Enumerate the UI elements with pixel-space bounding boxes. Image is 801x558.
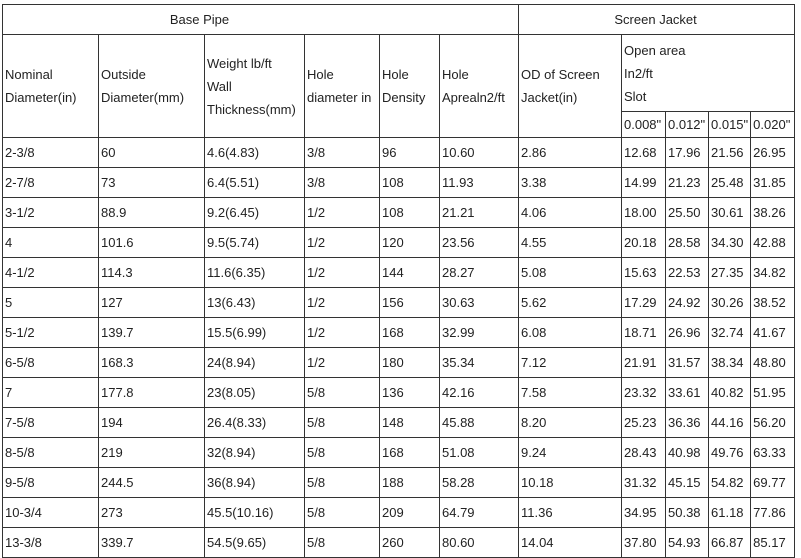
table-row [3,438,795,468]
hole-area-cell: 30.63 [440,288,519,318]
open-area-0015-cell: 21.56 [709,138,751,168]
od-screen-jacket-cell: 5.08 [519,258,622,288]
open-area-0020-cell: 26.95 [751,138,795,168]
od-screen-jacket-cell: 6.08 [519,318,622,348]
hole-area-cell: 10.60 [440,138,519,168]
table-row [3,408,795,438]
open-area-0012-cell: 28.58 [666,228,709,258]
nominal-diameter-cell: 7 [3,378,99,408]
table-row [3,498,795,528]
outside-diameter-cell: 339.7 [99,528,205,558]
outside-diameter-cell: 244.5 [99,468,205,498]
od-screen-jacket-cell: 2.86 [519,138,622,168]
hole-diameter-cell: 5/8 [305,528,380,558]
outside-diameter-cell: 168.3 [99,348,205,378]
nominal-diameter-cell: 4 [3,228,99,258]
hole-density-cell: 188 [380,468,440,498]
hole-area-cell: 11.93 [440,168,519,198]
od-screen-jacket-cell: 5.62 [519,288,622,318]
table-row [3,138,795,168]
hole-area-cell: 23.56 [440,228,519,258]
open-area-0020-cell: 38.52 [751,288,795,318]
hole-density-cell: 209 [380,498,440,528]
open-area-0015-cell: 27.35 [709,258,751,288]
open-area-0012-cell: 17.96 [666,138,709,168]
hole-area-cell: 32.99 [440,318,519,348]
outside-diameter-cell: 60 [99,138,205,168]
hole-diameter-cell: 5/8 [305,408,380,438]
od-screen-jacket-cell: 7.12 [519,348,622,378]
nominal-diameter-cell: 5-1/2 [3,318,99,348]
outside-diameter-cell: 127 [99,288,205,318]
open-area-0020-cell: 31.85 [751,168,795,198]
open-area-0012-cell: 24.92 [666,288,709,318]
hole-density-cell: 136 [380,378,440,408]
od-screen-jacket-cell: 8.20 [519,408,622,438]
hole-area-cell: 28.27 [440,258,519,288]
open-area-0015-cell: 34.30 [709,228,751,258]
col-weight-wall: Weight lb/ft Wall Thickness(mm) [205,35,305,138]
weight-wall-cell: 24(8.94) [205,348,305,378]
hole-density-cell: 108 [380,198,440,228]
hole-density-cell: 144 [380,258,440,288]
screen-jacket-header: Screen Jacket [519,5,795,35]
table-row [3,198,795,228]
col-nominal-diameter: Nominal Diameter(in) [3,35,99,138]
open-area-0015-cell: 30.61 [709,198,751,228]
slot-header: 0.015" [709,112,751,138]
open-area-0015-cell: 54.82 [709,468,751,498]
open-area-0020-cell: 34.82 [751,258,795,288]
spec-table [2,4,795,558]
slot-header: 0.008" [622,112,666,138]
col-open-area: Open area In2/ft Slot [622,35,795,112]
hole-density-cell: 148 [380,408,440,438]
outside-diameter-cell: 101.6 [99,228,205,258]
open-area-0008-cell: 28.43 [622,438,666,468]
table-row [3,378,795,408]
weight-wall-cell: 23(8.05) [205,378,305,408]
outside-diameter-cell: 194 [99,408,205,438]
open-area-0008-cell: 17.29 [622,288,666,318]
od-screen-jacket-cell: 3.38 [519,168,622,198]
nominal-diameter-cell: 5 [3,288,99,318]
open-area-0008-cell: 20.18 [622,228,666,258]
hole-diameter-cell: 5/8 [305,378,380,408]
open-area-0015-cell: 44.16 [709,408,751,438]
open-area-0020-cell: 56.20 [751,408,795,438]
hole-diameter-cell: 1/2 [305,258,380,288]
table-row [3,318,795,348]
open-area-0015-cell: 32.74 [709,318,751,348]
open-area-0020-cell: 85.17 [751,528,795,558]
hole-area-cell: 58.28 [440,468,519,498]
open-area-0012-cell: 54.93 [666,528,709,558]
outside-diameter-cell: 114.3 [99,258,205,288]
col-hole-area: Hole Aprealn2/ft [440,35,519,138]
hole-diameter-cell: 5/8 [305,468,380,498]
hole-diameter-cell: 1/2 [305,228,380,258]
nominal-diameter-cell: 6-5/8 [3,348,99,378]
nominal-diameter-cell: 4-1/2 [3,258,99,288]
open-area-0020-cell: 41.67 [751,318,795,348]
open-area-0012-cell: 31.57 [666,348,709,378]
weight-wall-cell: 32(8.94) [205,438,305,468]
weight-wall-cell: 36(8.94) [205,468,305,498]
od-screen-jacket-cell: 11.36 [519,498,622,528]
open-area-0020-cell: 63.33 [751,438,795,468]
open-area-0015-cell: 66.87 [709,528,751,558]
nominal-diameter-cell: 2-7/8 [3,168,99,198]
col-od-screen-jacket: OD of Screen Jacket(in) [519,35,622,138]
open-area-0012-cell: 21.23 [666,168,709,198]
hole-diameter-cell: 1/2 [305,288,380,318]
hole-density-cell: 108 [380,168,440,198]
table-row [3,168,795,198]
hole-diameter-cell: 3/8 [305,168,380,198]
open-area-0012-cell: 36.36 [666,408,709,438]
open-area-0012-cell: 25.50 [666,198,709,228]
hole-diameter-cell: 5/8 [305,498,380,528]
outside-diameter-cell: 73 [99,168,205,198]
open-area-0020-cell: 38.26 [751,198,795,228]
slot-header: 0.012" [666,112,709,138]
nominal-diameter-cell: 9-5/8 [3,468,99,498]
open-area-0020-cell: 42.88 [751,228,795,258]
col-hole-density: Hole Density [380,35,440,138]
hole-density-cell: 156 [380,288,440,318]
table-row [3,258,795,288]
base-pipe-header: Base Pipe [3,5,519,35]
table-row [3,528,795,558]
hole-area-cell: 51.08 [440,438,519,468]
weight-wall-cell: 6.4(5.51) [205,168,305,198]
weight-wall-cell: 54.5(9.65) [205,528,305,558]
open-area-0015-cell: 40.82 [709,378,751,408]
weight-wall-cell: 4.6(4.83) [205,138,305,168]
od-screen-jacket-cell: 14.04 [519,528,622,558]
table-row [3,228,795,258]
hole-density-cell: 168 [380,438,440,468]
open-area-0012-cell: 33.61 [666,378,709,408]
weight-wall-cell: 11.6(6.35) [205,258,305,288]
nominal-diameter-cell: 7-5/8 [3,408,99,438]
hole-area-cell: 21.21 [440,198,519,228]
hole-diameter-cell: 3/8 [305,138,380,168]
nominal-diameter-cell: 10-3/4 [3,498,99,528]
hole-density-cell: 180 [380,348,440,378]
od-screen-jacket-cell: 9.24 [519,438,622,468]
hole-density-cell: 260 [380,528,440,558]
hole-diameter-cell: 1/2 [305,348,380,378]
weight-wall-cell: 13(6.43) [205,288,305,318]
hole-area-cell: 64.79 [440,498,519,528]
outside-diameter-cell: 177.8 [99,378,205,408]
col-outside-diameter: Outside Diameter(mm) [99,35,205,138]
open-area-0008-cell: 31.32 [622,468,666,498]
weight-wall-cell: 9.2(6.45) [205,198,305,228]
outside-diameter-cell: 219 [99,438,205,468]
open-area-0015-cell: 38.34 [709,348,751,378]
hole-area-cell: 42.16 [440,378,519,408]
open-area-0008-cell: 25.23 [622,408,666,438]
nominal-diameter-cell: 3-1/2 [3,198,99,228]
open-area-0008-cell: 18.71 [622,318,666,348]
open-area-0008-cell: 37.80 [622,528,666,558]
outside-diameter-cell: 139.7 [99,318,205,348]
open-area-0020-cell: 77.86 [751,498,795,528]
hole-diameter-cell: 1/2 [305,318,380,348]
open-area-0012-cell: 45.15 [666,468,709,498]
outside-diameter-cell: 273 [99,498,205,528]
hole-density-cell: 120 [380,228,440,258]
open-area-0012-cell: 26.96 [666,318,709,348]
table-row [3,468,795,498]
open-area-0008-cell: 21.91 [622,348,666,378]
hole-diameter-cell: 5/8 [305,438,380,468]
open-area-0015-cell: 49.76 [709,438,751,468]
open-area-0020-cell: 69.77 [751,468,795,498]
weight-wall-cell: 26.4(8.33) [205,408,305,438]
open-area-0012-cell: 50.38 [666,498,709,528]
hole-diameter-cell: 1/2 [305,198,380,228]
nominal-diameter-cell: 2-3/8 [3,138,99,168]
hole-area-cell: 80.60 [440,528,519,558]
weight-wall-cell: 9.5(5.74) [205,228,305,258]
weight-wall-cell: 15.5(6.99) [205,318,305,348]
open-area-0015-cell: 30.26 [709,288,751,318]
table-row [3,288,795,318]
outside-diameter-cell: 88.9 [99,198,205,228]
hole-density-cell: 168 [380,318,440,348]
open-area-0015-cell: 25.48 [709,168,751,198]
weight-wall-cell: 45.5(10.16) [205,498,305,528]
open-area-0012-cell: 22.53 [666,258,709,288]
od-screen-jacket-cell: 7.58 [519,378,622,408]
hole-area-cell: 45.88 [440,408,519,438]
open-area-0008-cell: 23.32 [622,378,666,408]
hole-density-cell: 96 [380,138,440,168]
open-area-0020-cell: 48.80 [751,348,795,378]
open-area-0008-cell: 18.00 [622,198,666,228]
open-area-0020-cell: 51.95 [751,378,795,408]
open-area-0008-cell: 12.68 [622,138,666,168]
open-area-0008-cell: 34.95 [622,498,666,528]
open-area-0015-cell: 61.18 [709,498,751,528]
od-screen-jacket-cell: 4.55 [519,228,622,258]
od-screen-jacket-cell: 10.18 [519,468,622,498]
table-row [3,348,795,378]
open-area-0008-cell: 15.63 [622,258,666,288]
nominal-diameter-cell: 13-3/8 [3,528,99,558]
slot-header: 0.020" [751,112,795,138]
col-hole-diameter: Hole diameter in [305,35,380,138]
od-screen-jacket-cell: 4.06 [519,198,622,228]
hole-area-cell: 35.34 [440,348,519,378]
nominal-diameter-cell: 8-5/8 [3,438,99,468]
open-area-0008-cell: 14.99 [622,168,666,198]
open-area-0012-cell: 40.98 [666,438,709,468]
